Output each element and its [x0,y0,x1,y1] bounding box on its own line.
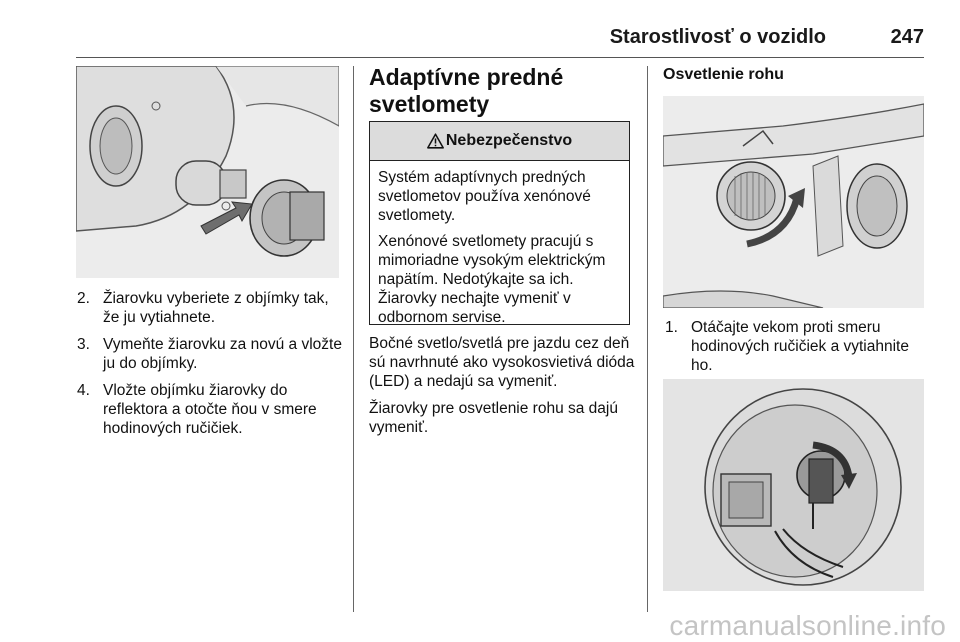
cornering-bulb-illustration [663,379,924,591]
step-number: 2. [77,290,90,307]
steps-list-left [77,289,342,446]
step-text: Vymeňte žiarovku za novú a vložte ju do objímky. [103,336,342,372]
step-number: 4. [77,382,90,399]
list-item [77,289,342,327]
header-rule [76,57,924,58]
running-title: Starostlivosť o vozidlo [609,26,826,48]
section-heading-adaptive-headlights: Adaptívne predné svetlomety [369,64,564,117]
list-item [665,318,927,375]
list-item [77,335,342,373]
figure-cornering-light-cover [663,96,924,308]
cornering-light-illustration [663,96,924,308]
step-text: Vložte objímku žiarovky do reflektora a otočte ňou v smere hodinových ručičiek. [103,382,317,437]
column-divider-left [353,66,354,612]
warning-paragraph: Xenónové svetlomety pracujú s mimoriadne vysokým elektrickým napätím. Nedotýkajte sa ich. Žiarovky nechajte vymeniť v odbornom servise. [378,233,606,326]
watermark: carmanualsonline.info [669,610,946,641]
warning-paragraph: Systém adaptívnych predných svetlometov používa xenónové svetlomety. [378,169,591,224]
column-divider-right [647,66,648,612]
warning-triangle-icon [427,133,444,149]
page-number: 247 [890,26,924,48]
step-text: Žiarovku vyberiete z objímky tak, že ju vytiahnete. [103,290,329,326]
subheading-cornering-light: Osvetlenie rohu [663,66,784,83]
figure-cornering-bulb-socket [663,379,924,591]
list-item [77,381,342,438]
steps-list-right [665,318,927,383]
body-paragraph: Žiarovky pre osvetlenie rohu sa dajú vymeniť. [369,400,618,436]
page-header [0,24,924,56]
warning-header [370,122,629,161]
warning-body [370,161,629,327]
step-number: 1. [665,319,678,336]
warning-title: Nebezpečenstvo [445,132,573,149]
warning-box [369,121,630,325]
body-text-middle [369,334,635,445]
bulb-socket-illustration [76,66,339,278]
figure-bulb-socket-removal [76,66,339,278]
step-number: 3. [77,336,90,353]
body-paragraph: Bočné svetlo/svetlá pre jazdu cez deň sú navrhnuté ako vysokosvietivá dióda (LED) a nedajú sa vymeniť. [369,335,635,390]
step-text: Otáčajte vekom proti smeru hodinových ručičiek a vytiahnite ho. [691,319,909,374]
